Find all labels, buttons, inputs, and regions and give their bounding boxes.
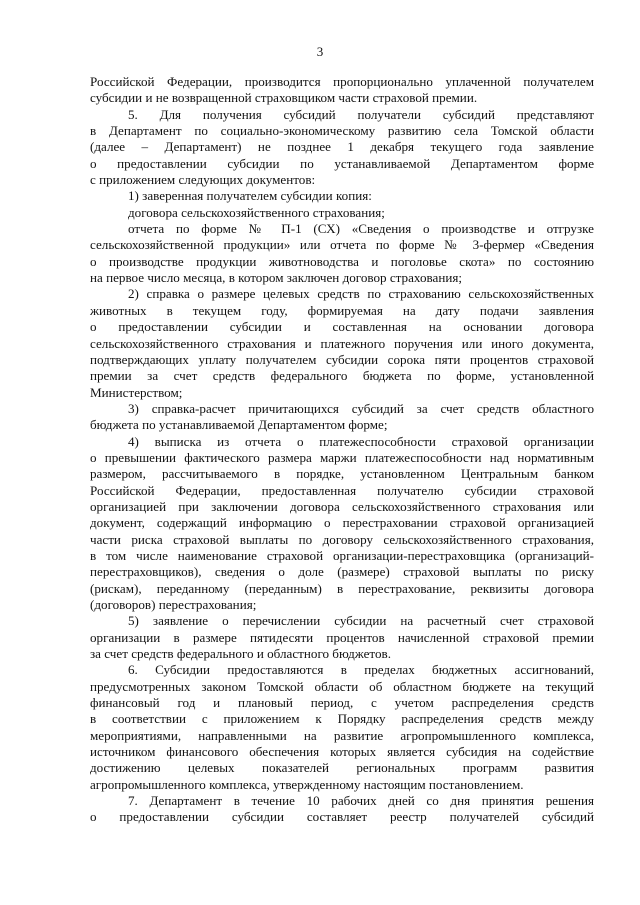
text-line: в Департамент по социально-экономическому развитию села Томской области bbox=[90, 123, 594, 139]
text-line: 5) заявление о перечислении субсидии на расчетный счет страховой bbox=[128, 613, 594, 629]
text-line: сельскохозяйственного страхования и платежного поручения или иного документа, bbox=[90, 335, 594, 351]
text-line: отчета по форме № П-1 (СХ) «Сведения о производстве и отгрузке bbox=[128, 221, 594, 237]
text-line: части риска страховой выплаты по договору сельскохозяйственного страхования, bbox=[90, 531, 594, 547]
text-line: 7. Департамент в течение 10 рабочих дней со дня принятия решения bbox=[128, 793, 594, 809]
text-line: организацией при заключении договора сельскохозяйственного страхования или bbox=[90, 498, 594, 514]
text-line: о предоставлении субсидии по устанавливаемой Департаментом форме bbox=[90, 155, 594, 171]
text-line: агропромышленного комплекса, утвержденному настоящим постановлением. bbox=[90, 776, 524, 792]
text-line: размером, рассчитываемого в порядке, установленном Центральным банком bbox=[90, 466, 594, 482]
text-line: 4) выписка из отчета о платежеспособности страховой организации bbox=[128, 433, 594, 449]
text-line: 6. Субсидии предоставляются в пределах бюджетных ассигнований, bbox=[128, 662, 594, 678]
text-line: документ, содержащий информацию о перестраховании страховой организацией bbox=[90, 515, 594, 531]
text-line: о превышении фактического размера маржи платежеспособности над нормативным bbox=[90, 449, 594, 465]
text-line: за счет средств федерального и областного бюджетов. bbox=[90, 646, 391, 662]
text-line: источником финансового обеспечения которых является субсидия на содействие bbox=[90, 744, 594, 760]
text-line: Министерством; bbox=[90, 384, 183, 400]
text-line: о предоставлении субсидии и составленная на основании договора bbox=[90, 319, 594, 335]
text-line: предусмотренных законом Томской области об областном бюджете на текущий bbox=[90, 678, 594, 694]
text-line: премии за счет средств федерального бюджета по форме, установленной bbox=[90, 368, 594, 384]
text-line: достижению целевых показателей региональных программ развития bbox=[90, 760, 594, 776]
text-line: 1) заверенная получателем субсидии копия: bbox=[128, 188, 372, 204]
text-line: субсидии и не возвращенной страховщиком части страховой премии. bbox=[90, 90, 478, 106]
text-line: Российской Федерации, предоставленная получателю субсидии страховой bbox=[90, 482, 594, 498]
document-body bbox=[90, 74, 594, 826]
text-line: Российской Федерации, производится пропорционально уплаченной получателем bbox=[90, 74, 594, 89]
text-line: в соответствии с приложением к Порядку распределения средств между bbox=[90, 711, 594, 727]
text-line: о производстве продукции животноводства и поголовье скота» по состоянию bbox=[90, 253, 594, 269]
text-line: (рискам), переданному (переданным) в перестрахование, реквизиты договора bbox=[90, 580, 594, 596]
text-line: 3) справка-расчет причитающихся субсидий за счет средств областного bbox=[128, 400, 594, 416]
page-number: 3 bbox=[316, 44, 324, 59]
text-line: организации в размере пятидесяти процентов начисленной страховой премии bbox=[90, 629, 594, 645]
text-line: о предоставлении субсидии составляет реестр получателей субсидий bbox=[90, 809, 594, 825]
text-line: 2) справка о размере целевых средств по страхованию сельскохозяйственных bbox=[128, 286, 594, 302]
text-line: перестраховщиков), сведения о доле (размере) страховой выплаты по риску bbox=[90, 564, 594, 580]
text-line: с приложением следующих документов: bbox=[90, 172, 316, 188]
text-line: (договоров) перестрахования; bbox=[90, 597, 257, 612]
text-line: животных в текущем году, формируемая на дату подачи заявления bbox=[90, 302, 594, 318]
text-line: (далее – Департамент) не позднее 1 декабря текущего года заявление bbox=[90, 139, 594, 155]
text-line: 5. Для получения субсидий получатели субсидий представляют bbox=[128, 106, 594, 122]
text-line: финансовый год и плановый период, с учетом распределения средств bbox=[90, 695, 594, 711]
text-line: бюджета по устанавливаемой Департаментом форме; bbox=[90, 417, 388, 433]
text-line: подтверждающих уплату получателем субсидии сорока пяти процентов страховой bbox=[90, 351, 594, 367]
text-line: мероприятиями, направленными на развитие агропромышленного комплекса, bbox=[90, 727, 594, 743]
text-line: в том числе наименование страховой организации-перестраховщика (организаций- bbox=[90, 547, 594, 563]
text-line: договора сельскохозяйственного страхования; bbox=[128, 204, 385, 220]
text-line: на первое число месяца, в котором заключен договор страхования; bbox=[90, 270, 462, 286]
text-line: сельскохозяйственной продукции» или отчета по форме № 3-фермер «Сведения bbox=[90, 237, 594, 253]
